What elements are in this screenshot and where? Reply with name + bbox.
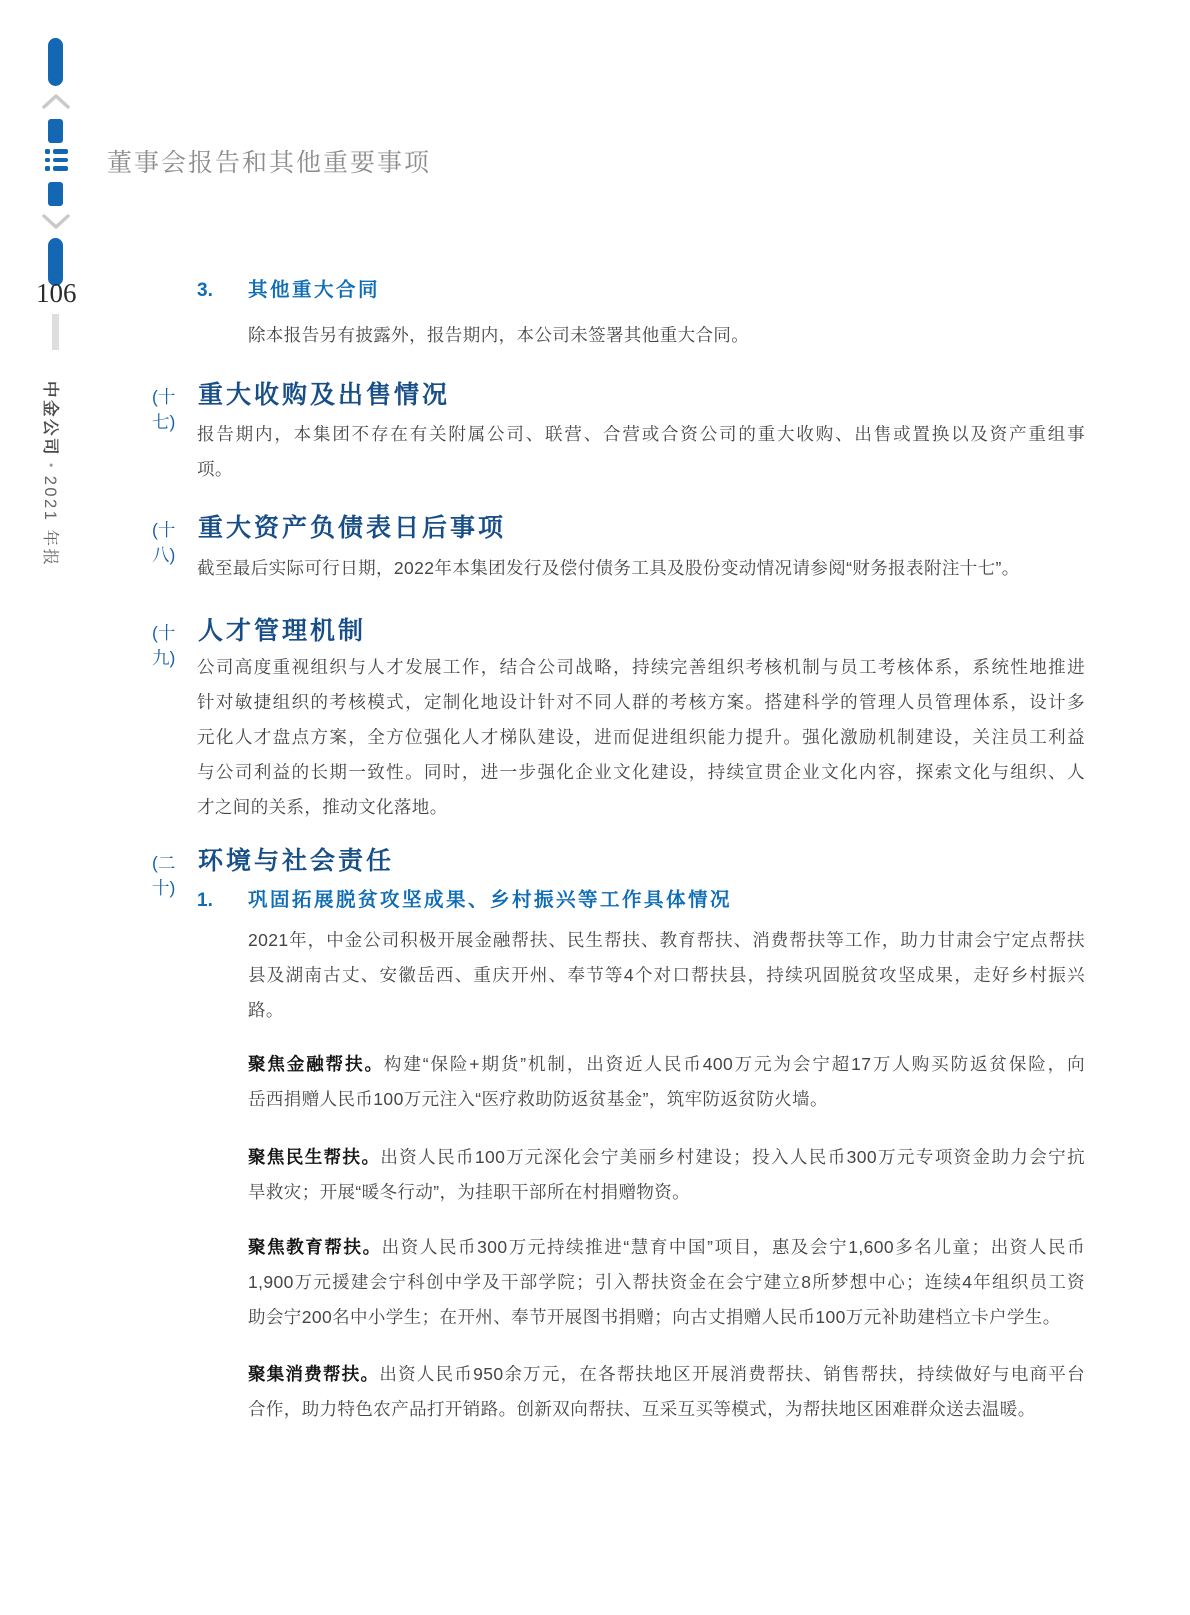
paragraph-line: 与公司利益的长期一致性。同时，进一步强化企业文化建设，持续宣贯企业文化内容，探索文化与组织、人: [197, 762, 1085, 782]
sidebar-bar-small-upper: [48, 119, 63, 143]
page-number: 106: [36, 278, 77, 308]
paragraph-line: 才之间的关系，推动文化落地。: [197, 797, 448, 817]
section-title: 重大资产负债表日后事项: [198, 514, 507, 542]
paragraph-lead: 聚焦民生帮扶。: [248, 1147, 381, 1167]
paragraph-line: 公司高度重视组织与人才发展工作，结合公司战略，持续完善组织考核机制与员工考核体系，系统性地推进: [197, 657, 1085, 677]
paragraph-intro-2021: [248, 923, 1085, 1028]
bullet-separator: •: [44, 463, 58, 470]
section-18-paragraph: [197, 551, 1102, 586]
section-19-paragraph: [197, 650, 1085, 825]
list-icon-row: [45, 149, 69, 154]
paragraph-text: 出资人民币300万元持续推进“慧育中国”项目，惠及会宁1,600多名儿童；出资人民币: [381, 1237, 1085, 1257]
company-name: 中金公司: [41, 381, 59, 457]
edition-label: 2021 年报: [41, 475, 59, 568]
paragraph-line: 路。: [248, 1000, 284, 1020]
paragraph-line: 截至最后实际可行日期，2022年本集团发行及偿付债务工具及股份变动情况请参阅“财务报表附注十七”。: [197, 558, 1020, 578]
paragraph-line: 报告期内，本集团不存在有关附属公司、联营、合营或合资公司的重大收购、出售或置换以及资产重组事: [197, 424, 1085, 444]
side-vertical-label: [40, 381, 64, 568]
paragraph-financial-assistance: [248, 1047, 1085, 1117]
paragraph-line: [248, 1047, 1085, 1082]
heading-poverty-alleviation: [197, 884, 732, 912]
heading-number: 1.: [197, 890, 213, 911]
paragraph-line: 1,900万元援建会宁科创中学及干部学院；引入帮扶资金在会宁建立8所梦想中心；连续4年组织员工资: [248, 1272, 1085, 1292]
chevron-up-icon: [42, 92, 70, 110]
paragraph-line: [248, 1230, 1085, 1265]
sidebar-bar-top: [48, 38, 63, 86]
paragraph-lead: 聚集消费帮扶。: [248, 1364, 380, 1384]
section-17-paragraph: [197, 417, 1085, 487]
paragraph-text: 出资人民币100万元深化会宁美丽乡村建设；投入人民币300万元专项资金助力会宁抗: [380, 1147, 1085, 1167]
paragraph-livelihood-assistance: [248, 1140, 1085, 1210]
paragraph-line: 元化人才盘点方案，全方位强化人才梯队建设，进而促进组织能力提升。强化激励机制建设，关注员工利益: [197, 727, 1085, 747]
section-title: 人才管理机制: [198, 617, 367, 645]
paragraph-lead: 聚焦金融帮扶。: [248, 1054, 384, 1074]
heading-other-major-contracts: [197, 274, 380, 302]
paragraph-line: 岳西捐赠人民币100万元注入“医疗救助防返贫基金”，筑牢防返贫防火墙。: [248, 1089, 828, 1109]
paragraph-other-major-contracts: [248, 318, 1085, 353]
paragraph-text: 构建“保险+期货”机制，出资近人民币400万元为会宁超17万人购买防返贫保险，向: [383, 1054, 1085, 1074]
paragraph-line: 针对敏捷组织的考核模式，定制化地设计针对不同人群的考核方案。搭建科学的管理人员管理体系，设计多: [197, 692, 1085, 712]
section-label: (十八): [152, 520, 176, 565]
paragraph-line: [248, 1357, 1085, 1392]
paragraph-line: 助会宁200名中小学生；在开州、奉节开展图书捐赠；向古丈捐赠人民币100万元补助建档立卡户学生。: [248, 1307, 1061, 1327]
section-title: 重大收购及出售情况: [198, 381, 451, 409]
paragraph-line: [248, 1140, 1085, 1175]
paragraph-line: 旱救灾；开展“暖冬行动”，为挂职干部所在村捐赠物资。: [248, 1182, 691, 1202]
heading-title: 巩固拓展脱贫攻坚成果、乡村振兴等工作具体情况: [248, 889, 733, 911]
paragraph-text: 出资人民币950余万元，在各帮扶地区开展消费帮扶、销售帮扶，持续做好与电商平台: [379, 1364, 1085, 1384]
paragraph-line: 2021年，中金公司积极开展金融帮扶、民生帮扶、教育帮扶、消费帮扶等工作，助力甘肃会宁定点帮扶: [248, 930, 1085, 950]
paragraph-line: 项。: [197, 459, 233, 479]
list-icon: [45, 149, 69, 171]
section-label: (二十): [152, 853, 176, 898]
list-icon-row: [45, 158, 69, 163]
paragraph-consumption-assistance: [248, 1357, 1085, 1427]
sidebar-bar-small-lower: [48, 182, 63, 206]
chapter-title: 董事会报告和其他重要事项: [107, 150, 432, 177]
section-title: 环境与社会责任: [198, 847, 395, 875]
heading-title: 其他重大合同: [248, 279, 381, 301]
chevron-down-icon: [42, 213, 70, 231]
paragraph-line: 县及湖南古丈、安徽岳西、重庆开州、奉节等4个对口帮扶县，持续巩固脱贫攻坚成果，走好乡村振兴: [248, 965, 1085, 985]
page-number-rule: [52, 314, 59, 350]
section-label: (十九): [152, 623, 176, 668]
paragraph-lead: 聚焦教育帮扶。: [248, 1237, 382, 1257]
paragraph-line: 合作，助力特色农产品打开销路。创新双向帮扶、互采互买等模式，为帮扶地区困难群众送去温暖。: [248, 1399, 1036, 1419]
list-icon-row: [45, 166, 69, 171]
paragraph-education-assistance: [248, 1230, 1085, 1335]
heading-number: 3.: [197, 280, 213, 301]
paragraph-line: 除本报告另有披露外，报告期内，本公司未签署其他重大合同。: [248, 325, 750, 345]
section-label: (十七): [152, 387, 176, 432]
